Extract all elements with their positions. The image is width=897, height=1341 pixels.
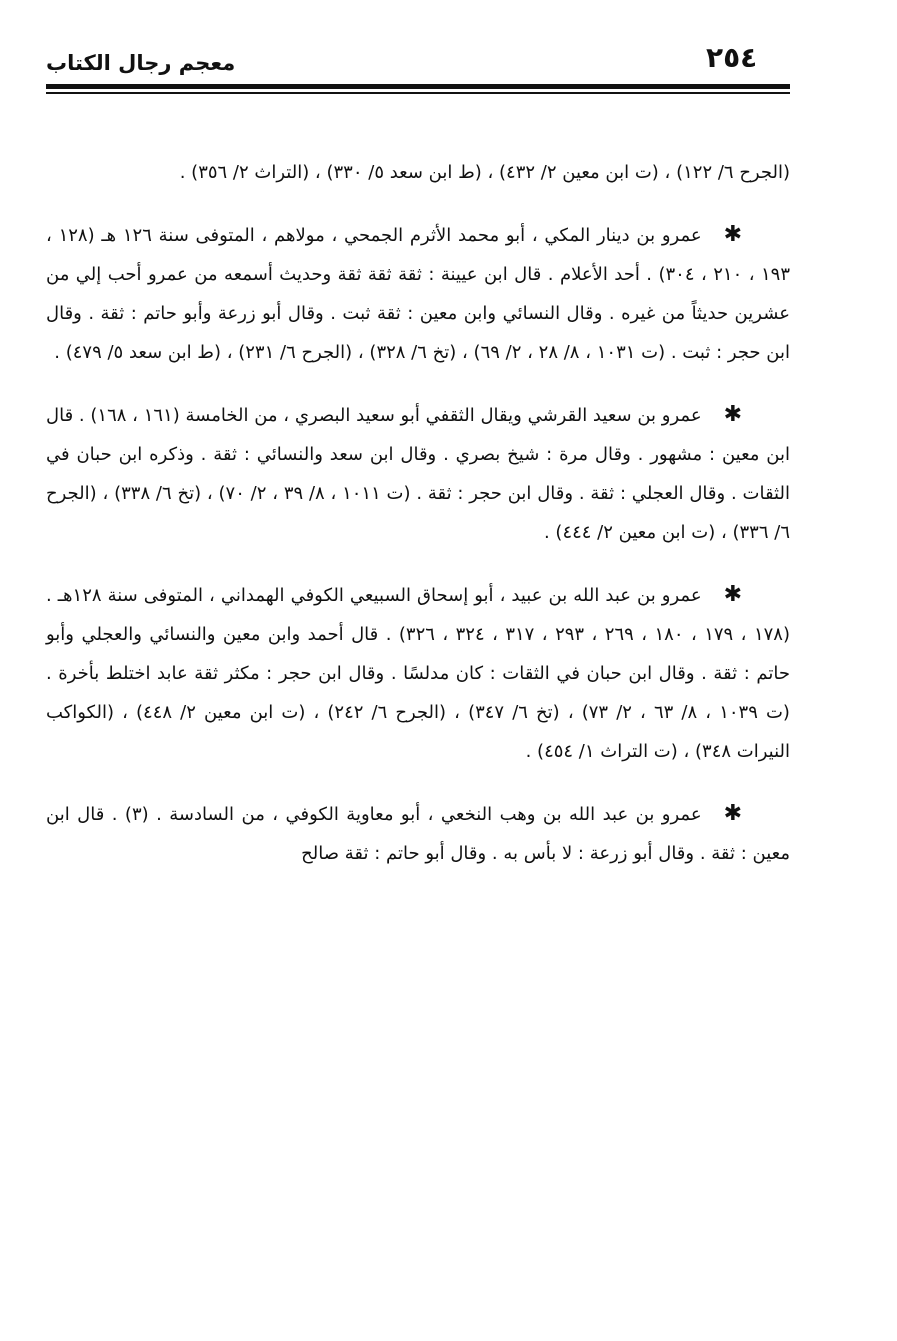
- entry-text: (الجرح ٦/ ١٢٢) ، (ت ابن معين ٢/ ٤٣٢) ، (ط ابن سعد ٥/ ٣٣٠) ، (التراث ٢/ ٣٥٦) .: [179, 162, 790, 183]
- entry-abu-ishaq-al-sabii: [46, 575, 790, 771]
- header-rule-thick: [46, 84, 790, 89]
- entry-text: عمرو بن عبد الله بن وهب النخعي ، أبو معاوية الكوفي ، من السادسة . (٣) . قال ابن معين : ثقة . وقال أبو زرعة : لا بأس به . وقال أبو حاتم : ثقة صالح: [46, 804, 790, 864]
- entry-text: عمرو بن عبد الله بن عبيد ، أبو إسحاق السبيعي الكوفي الهمداني ، المتوفى سنة ١٢٨هـ . (١٧٨ ، ١٧٩ ، ١٨٠ ، ٢٦٩ ، ٢٩٣ ، ٣١٧ ، ٣٢٤ ، ٣٢٦) . قال أحمد وابن معين والنسائي والعجلي وأبو حاتم : ثقة . وقال ابن حبان في الثقات : كان مدلسًا . وقال ابن حجر : مكثر ثقة عابد اختلط بأخرة . (ت ١٠٣٩ ، ٨/ ٦٣ ، ٢/ ٧٣) ، (تخ ٦/ ٣٤٧) ، (الجرح ٦/ ٢٤٢) ، (ت ابن معين ٢/ ٤٤٨) ، (الكواكب النيرات ٣٤٨) ، (ت التراث ١/ ٤٥٤) .: [46, 585, 790, 762]
- asterisk-icon: ✱: [723, 402, 742, 427]
- asterisk-icon: ✱: [723, 222, 743, 247]
- header-rule-thin: [46, 92, 790, 94]
- entry-amr-ibn-abdullah-al-nakhai: [46, 794, 790, 873]
- entry-amr-ibn-said: [46, 395, 790, 552]
- asterisk-icon: ✱: [723, 801, 743, 826]
- page-number: ٢٥٤: [706, 41, 758, 74]
- entry-text: عمرو بن سعيد القرشي ويقال الثقفي أبو سعيد البصري ، من الخامسة (١٦١ ، ١٦٨) . قال ابن معين : مشهور . وقال مرة : شيخ بصري . وقال ابن سعد والنسائي : ثقة . وذكره ابن حبان في الثقات . وقال العجلي : ثقة . وقال ابن حجر : ثقة . (ت ١٠١١ ، ٨/ ٣٩ ، ٢/ ٧٠) ، (تخ ٦/ ٣٣٨) ، (الجرح ٦/ ٣٣٦) ، (ت ابن معين ٢/ ٤٤٤) .: [46, 405, 790, 543]
- entry-amr-ibn-dinar: [46, 215, 790, 372]
- asterisk-icon: ✱: [723, 582, 742, 607]
- page-header: [46, 40, 790, 80]
- running-title: معجم رجال الكتاب: [46, 51, 236, 75]
- entry-continuation: [46, 153, 790, 192]
- entries-body: [46, 153, 790, 896]
- entry-text: عمرو بن دينار المكي ، أبو محمد الأثرم الجمحي ، مولاهم ، المتوفى سنة ١٢٦ هـ (١٢٨ ، ١٩٣ ، ٢١٠ ، ٣٠٤) . أحد الأعلام . قال ابن عيينة : ثقة ثقة ثقة وحديث أسمعه من عمرو أحب إلي من عشرين حديثاً من غيره . وقال النسائي وابن معين : ثقة ثبت . وقال أبو زرعة وأبو حاتم : ثقة . وقال ابن حجر : ثبت . (ت ١٠٣١ ، ٨/ ٢٨ ، ٢/ ٦٩) ، (تخ ٦/ ٣٢٨) ، (الجرح ٦/ ٢٣١) ، (ط ابن سعد ٥/ ٤٧٩) .: [46, 225, 790, 363]
